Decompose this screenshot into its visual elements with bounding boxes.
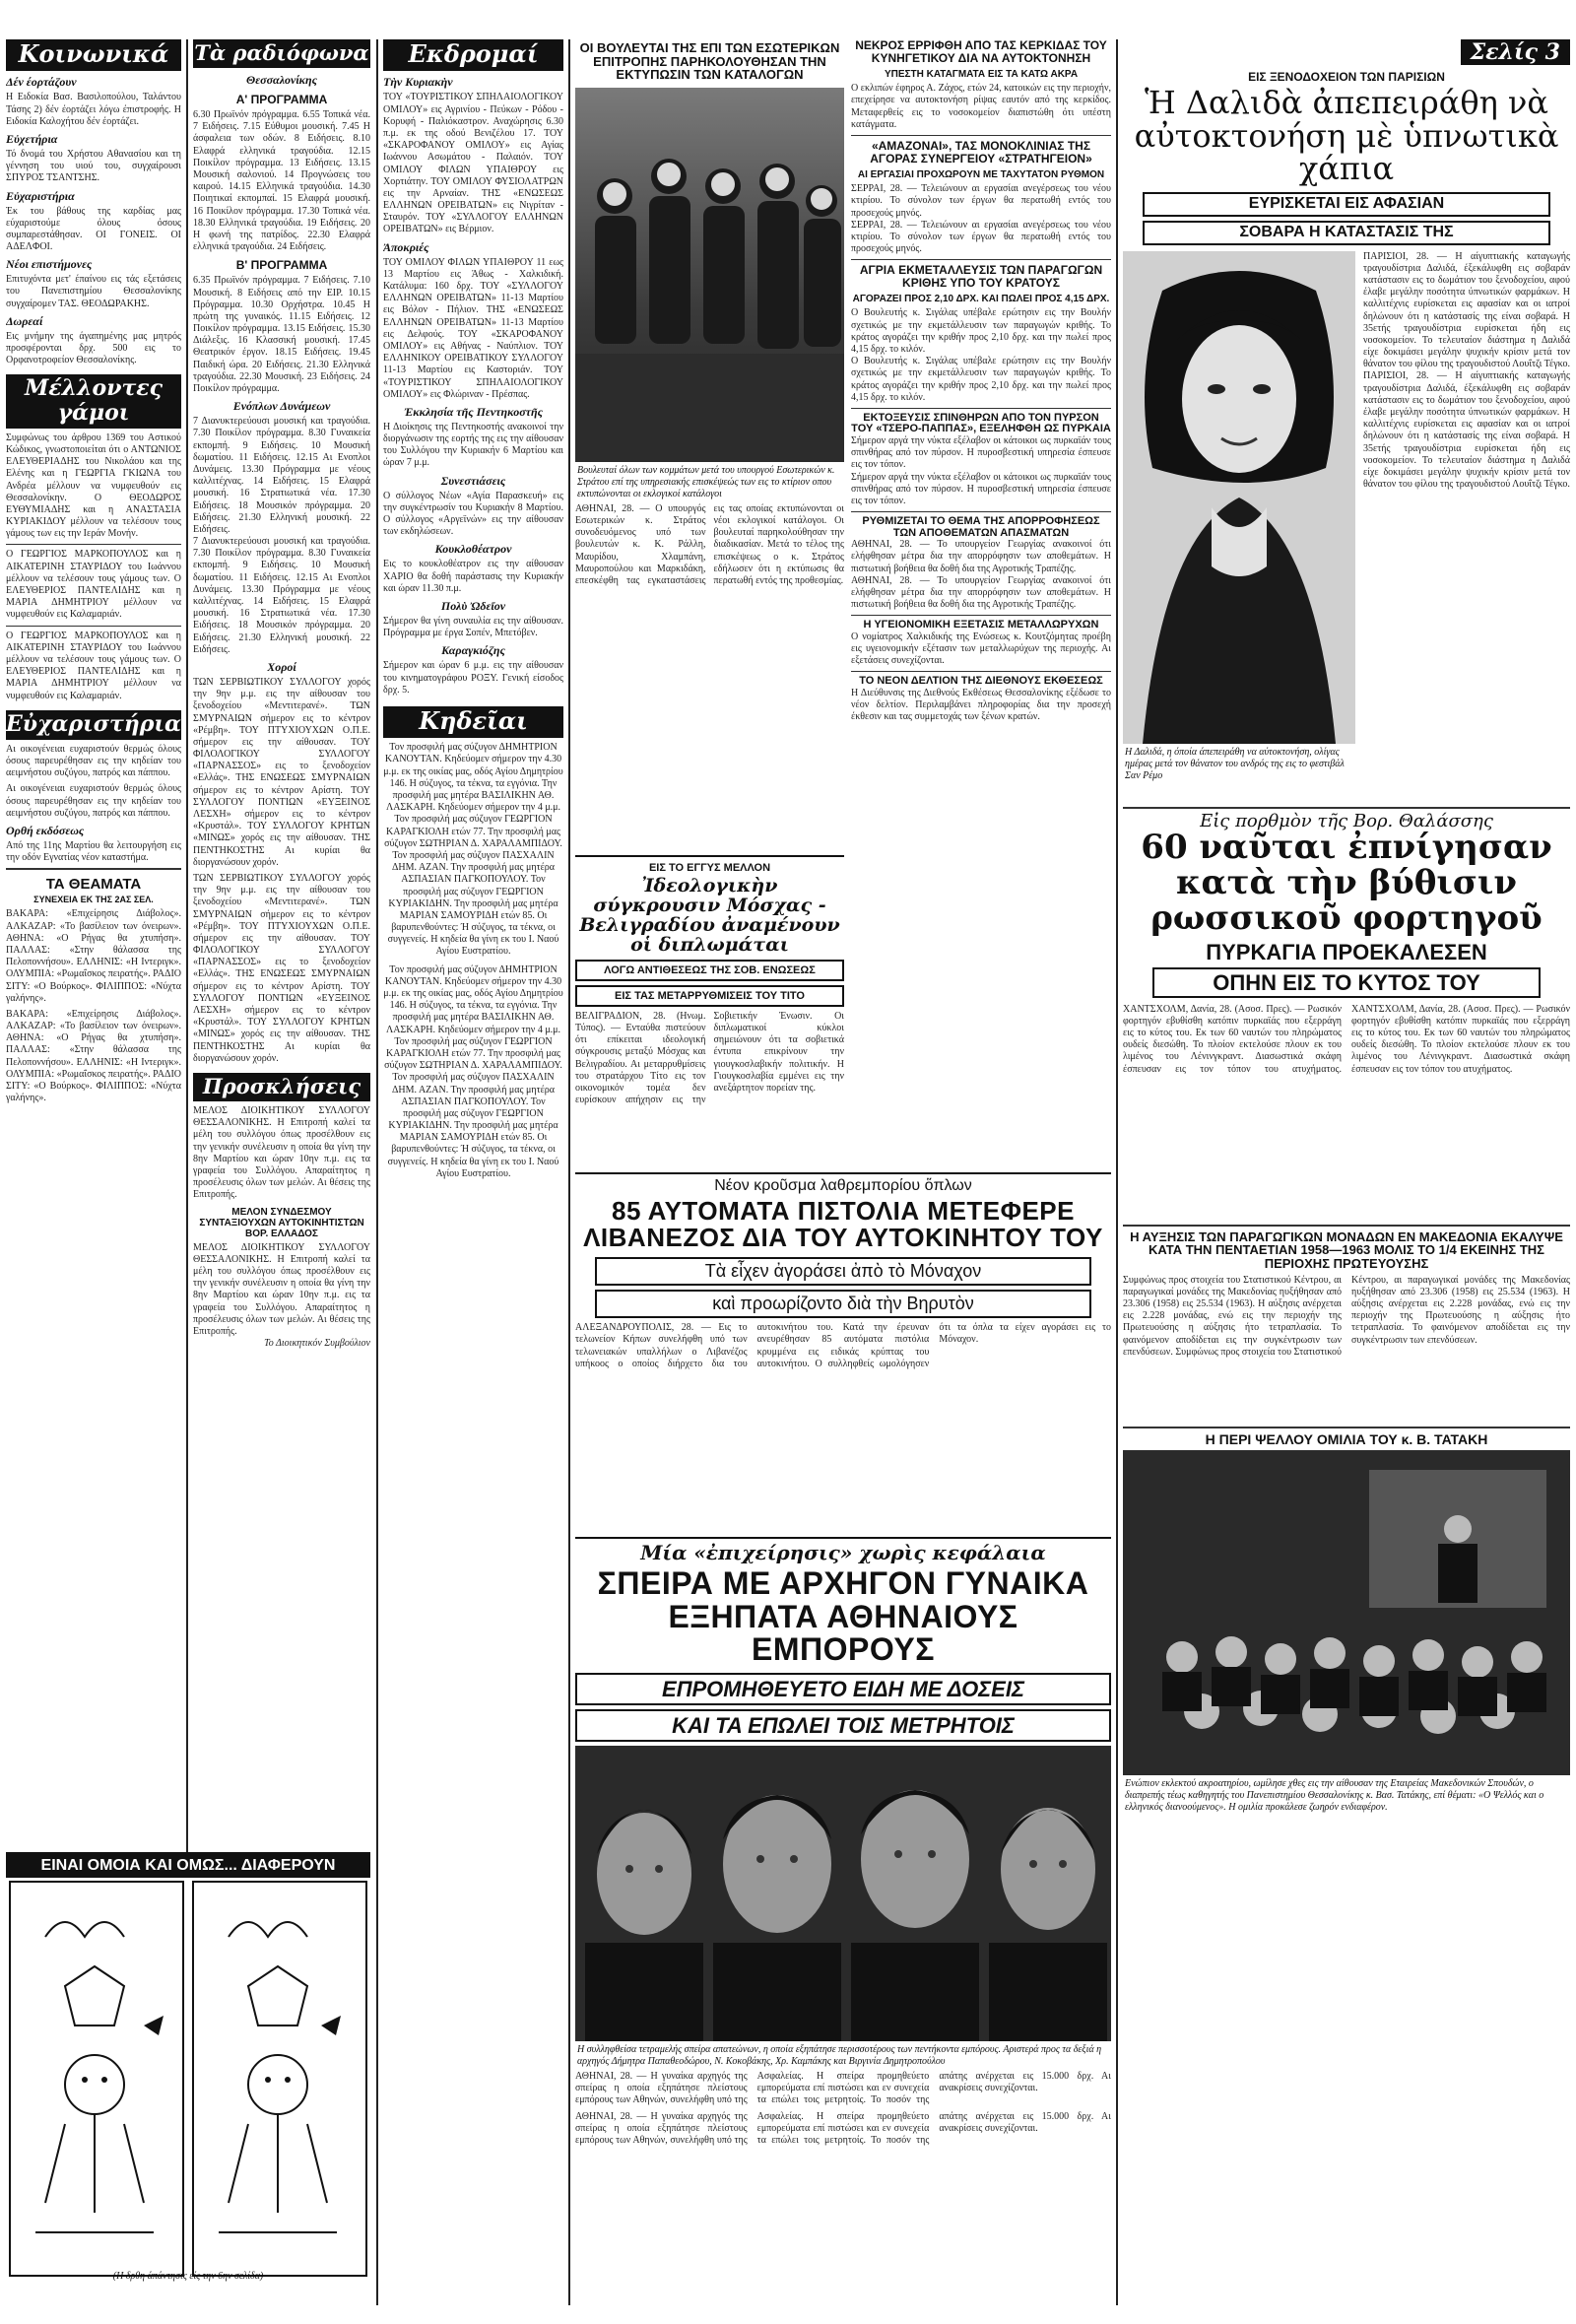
- story-body: Ο νομίατρος Χαλκιδικής της Ενώσεως κ. Κουτζόμητας προέβη εις υγειονομικήν εξέτασιν των μεταλλωρύχων της περιοχής. Αι εξετάσεις συνεχίζονται.: [851, 631, 1111, 667]
- story-headline: ΝΕΚΡΟΣ ΕΡΡΙΦΘΗ ΑΠΟ ΤΑΣ ΚΕΡΚΙΔΑΣ ΤΟΥ ΚΥΝΗΓΕΤΙΚΟΥ ΔΙΑ ΝΑ ΑΥΤΟΚΤΟΝΗΣΗ: [855, 39, 1107, 65]
- story-subheadline: ΟΠΗΝ ΕΙΣ ΤΟ ΚΥΤΟΣ ΤΟΥ: [1213, 969, 1480, 995]
- subheading: Α' ΠΡΟΓΡΑΜΜΑ: [235, 93, 328, 107]
- text-block: 6.35 Πρωϊνόν πρόγραμμα. 7 Ειδήσεις. 7.10 Μουσική. 8 Ειδήσεις από την ΕΙΡ. 10.15 Πρόγραμμα. 10.30 Ορχήστρα. 10.45 Η πρώτη της γυναικός. 11.15 Ειδήσεις. 12 Ποικίλον πρόγραμμα. 13.15 Ειδήσεις. 15.30 Διάλεξις. 16 Κλασσική μουσική. 17.45 Θεατρικόν έργον. 18.15 Ειδήσεις. 19.45 Παιδική ώρα. 20 Ειδήσεις. 21.30 Ελληνικά τραγούδια. 22.30 Μουσική. 23 Ειδήσεις. 24 Ποικίλον πρόγραμμα.: [193, 275, 370, 395]
- story-headline: ΤΟ ΝΕΟΝ ΔΕΛΤΙΟΝ ΤΗΣ ΔΙΕΘΝΟΥΣ ΕΚΘΕΣΕΩΣ: [859, 675, 1103, 688]
- story-body: Ο Βουλευτής κ. Σιγάλας υπέβαλε ερώτησιν εις την Βουλήν σχετικώς με την εκμετάλλευσιν των παραγωγών κριθής. Το κράτος αγοράζει την κριθήν προς 2,10 δρχ. και την πωλεί προς 4,15 δρχ. το κιλόν.: [851, 356, 1111, 403]
- story-body: [1363, 251, 1570, 803]
- story-body-text: Συμφώνως προς στοιχεία του Στατιστικού Κέντρου, αι παραγωγικαί μονάδες της Μακεδονίας ηυξήθησαν από 23.306 (1958) εις 25.534 (1963). Η αύξησις ανέρχεται εις 2.228 μονάδας, ενώ εις την περιοχήν της Πρωτευούσης η αύξησις ήτο τετραπλασία. Το φαινόμενον αποδίδεται εις την συγκέντρωσιν των επενδύσεων.: [1175, 1274, 1570, 1358]
- section-header-gamoi: Μέλλοντες γάμοι: [6, 374, 181, 428]
- section-header-kideiai: Κηδεῖαι: [383, 706, 563, 738]
- story-headline: ΕΚΤΟΞΕΥΣΙΣ ΣΠΙΝΘΗΡΩΝ ΑΠΟ ΤΟΝ ΠΥΡΣΟΝ ΤΟΥ «ΤΣΕΡΟ-ΠΑΠΠΑΣ», ΕΞΕΛΗΦΘΗ ΩΣ ΠΥΡΚΑΙΑ: [851, 411, 1111, 435]
- story-body: Η Διεύθυνσις της Διεθνούς Εκθέσεως Θεσσαλονίκης εξέδωσε το νέον δελτίον. Περιλαμβάνει πληροφορίας δια την προσεχή έκθεσιν και τας συμμετοχάς των ξένων κρατών.: [851, 688, 1111, 723]
- text-block: Αι οικογένειαι ευχαριστούν θερμώς όλους όσους παρευρέθησαν εις την κηδείαν του αειμνήστου συζύγου, πατρός και πάππου.: [6, 783, 181, 819]
- divider: [851, 259, 1111, 260]
- text-block: Από της 11ης Μαρτίου θα λειτουργήση εις την οδόν Εγνατίας νέον καταστήμα.: [6, 840, 181, 864]
- text-block: ΜΕΛΟΣ ΔΙΟΙΚΗΤΙΚΟΥ ΣΥΛΛΟΓΟΥ ΘΕΣΣΑΛΟΝΙΚΗΣ. Η Επιτροπή καλεί τα μέλη του συλλόγου όπως προσέλθουν εις την γενικήν συνέλευσιν η οποία θα γίνη την 8ην Μαρτίου και ώραν 10ην π.μ. εις τα γραφεία του Συλλόγου. Απαραίτητος η προσέλευσις όλων των μελών. Αι θέσεις της Επιτροπής.: [193, 1105, 370, 1201]
- text-block: 6.30 Πρωϊνόν πρόγραμμα. 6.55 Τοπικά νέα. 7 Ειδήσεις. 7.15 Εύθυμοι μουσική. 7.45 Η άσφαλεια των οδών. 8 Ειδήσεις. 8.10 Ελαφρά ελληνικά τραγούδια. 12.15 Ποικίλον πρόγραμμα. 13 Ειδήσεις. 13.15 Μουσική σαλονιού. 14 Προγνώσεις του καιρού. 14.15 Ελληνικά τραγούδια. 14.30 Ποιητικαί εκπομπαί. 15 Ελαφρά μουσική. 16 Ποικίλον πρόγραμμα. 17.30 Τοπικά νέα. 18.30 Ελληνικά τραγούδια. 19 Ειδήσεις. 20 Η φωνή της πατρίδος. 22.30 Ελαφρά ελληνικά τραγούδια. 24 Ειδήσεις.: [193, 109, 370, 253]
- story-subheadline-box: [575, 985, 844, 1007]
- story-body-text: ΧΑΝΤΣΧΟΛΜ, Δανία, 28. (Ασοσ. Πρες). — Ρωσικόν φορτηγόν εβυθίσθη κατόπιν πυρκαϊάς που εξερράγη εις το κύτος του. Εκ των 60 ναυτών του πληρώματος ουδείς διεσώθη. Το πλοίον εκτελούσε πλουν εκ του λιμένος του Λένινγκραντ. Διασωστικά σκάφη έσπευσαν εις τον τόπον του ατυχήματος.: [1123, 1003, 1342, 1075]
- text-block: 7 Διανυκτερεύουσι μουσική και τραγούδια. 7.30 Ποικίλον πρόγραμμα. 8.30 Γυναικεία εκπομπή. 9 Ειδήσεις. 10 Μουσική δωματίου. 11 Ειδήσεις. 12.15 Αι Ενοπλοι Δυνάμεις. 13.30 Πρόγραμμα με νέους καλλιτέχνας. 14 Ειδήσεις. 15 Ελαφρά μουσική. 16 Στρατιωτικά νέα. 17.30 Ειδήσεις. 18 Μουσικόν πρόγραμμα. 20 Ειδήσεις. 21.30 Ελληνική μουσική. 22 Ειδήσεις.: [193, 416, 370, 535]
- page-number-wrap: [1123, 39, 1570, 65]
- subheading: Χοροί: [267, 659, 296, 674]
- subheading: Ἀποκριές: [383, 239, 429, 254]
- story-subheadline: ΕΥΡΙΣΚΕΤΑΙ ΕΙΣ ΑΦΑΣΙΑΝ: [1248, 194, 1445, 212]
- story-body: ΑΛΕΞΑΝΔΡΟΥΠΟΛΙΣ, 28. — Εις το τελωνείον Κήπων συνελήφθη υπό των τελωνειακών υπαλλήλων ο Λιβανέζος υπήκοος ο οποίος διήρχετο δια του αυτοκινήτου του. Κατά την έρευναν ανευρέθησαν 85 αυτόματα πιστόλια κρυμμένα εις ειδικάς κρύπτας του αυτοκινήτου. Ο συλληφθείς ωμολόγησεν ότι τα όπλα τα είχεν αγοράσει εις το Μόναχον.: [575, 1322, 1111, 1369]
- story-subheadline: ΕΠΡΟΜΗΘΕΥΕΤΟ ΕΙΔΗ ΜΕ ΔΟΣΕΙΣ: [662, 1676, 1024, 1701]
- subheading: Θεσσαλονίκης: [246, 73, 317, 88]
- divider: [1123, 1427, 1570, 1428]
- text-block: Η Ειδοκία Βασ. Βασιλοπούλου, Ταλάντου Τάσης 2) δέν έορτάζει λόγω έπιστροφής. Η Ειδοκία Καλοχήτου δέν έορτάζει.: [6, 92, 181, 127]
- photo-figures: [575, 88, 844, 462]
- story-headline: «ΑΜΑΖΟΝΑΙ», ΤΑΣ ΜΟΝΟΚΛΙΝΙΑΣ ΤΗΣ ΑΓΟΡΑΣ ΣΥΝΕΡΓΕΙΟΥ «ΣΤΡΑΤΗΓΕΙΟΝ»: [870, 138, 1092, 166]
- story-headline: Η ΠΕΡΙ ΨΕΛΛΟΥ ΟΜΙΛΙΑ ΤΟΥ κ. Β. ΤΑΤΑΚΗ: [1205, 1430, 1488, 1447]
- story-kicker: Εἰς πορθμὸν τῆς Βορ. Θαλάσσης: [1200, 810, 1493, 831]
- text-block: ΤΩΝ ΣΕΡΒΙΩΤΙΚΟΥ ΣΥΛΛΟΓΟΥ χορός την 9ην μ.μ. εις την αίθουσαν του ξενοδοχείου «Μεντιτερανέ». ΤΩΝ ΣΜΥΡΝΑΙΩΝ σήμερον εις το κέντρον «Ρέμβη». ΤΟΥ ΠΤΥΧΙΟΥΧΩΝ Ο.Π.Ε. σήμερον εις την αίθουσαν. ΤΟΥ ΦΙΛΟΛΟΓΙΚΟΥ ΣΥΛΛΟΓΟΥ «ΠΑΡΝΑΣΣΟΣ» εις το ξενοδοχείον «Ελλάς». ΤΗΣ ΕΝΩΣΕΩΣ ΣΜΥΡΝΑΙΩΝ σήμερον εις το κέντρον Αρίστη. ΤΟΥ ΣΥΛΛΟΓΟΥ ΠΟΝΤΙΩΝ «ΕΥΞΕΙΝΟΣ ΛΕΣΧΗ» σήμερον εις το κέντρον «Κρυστάλ». ΤΟΥ ΣΥΛΛΟΓΟΥ ΚΡΗΤΩΝ «ΜΙΝΩΣ» χορός εις την αίθουσαν. ΤΗΣ ΠΕΝΤΗΚΟΣΤΗΣ Αι κυρίαι θα διοργανώσουν χορόν.: [193, 872, 370, 1064]
- story-headline: ΡΥΘΜΙΖΕΤΑΙ ΤΟ ΘΕΜΑ ΤΗΣ ΑΠΟΡΡΟΦΗΣΕΩΣ ΤΩΝ ΑΠΟΘΕΜΑΤΩΝ ΑΠΑΣΜΑΤΩΝ: [862, 515, 1100, 539]
- story-subheadline: ΠΥΡΚΑΓΙΑ ΠΡΟΕΚΑΛΕΣΕΝ: [1206, 939, 1487, 964]
- page-number-badge: Σελίς 3: [1461, 39, 1570, 65]
- story-arms-smuggling: [575, 1172, 1111, 1532]
- text-block: Εις το κουκλοθέατρον εις την αίθουσαν ΧΑΡΙΟ θα δοθή παράστασις την Κυριακήν και ώραν 11.30 π.μ.: [383, 559, 563, 594]
- story-headline: ΣΠΕΙΡΑ ΜΕ ΑΡΧΗΓΟΝ ΓΥΝΑΙΚΑ ΕΞΗΠΑΤΑ ΑΘΗΝΑΙΟΥΣ ΕΜΠΟΡΟΥΣ: [597, 1565, 1089, 1668]
- text-block: Η Διοίκησις της Πεντηκοστής ανακοινοί την διοργάνωσιν της εορτής της εις την αίθουσαν του Συλλόγου την Κυριακήν 6 Μαρτίου και ώραν 7 μ.μ.: [383, 421, 563, 469]
- story-subheadline-box: [1143, 221, 1550, 245]
- text-block: Ο σύλλογος Νέων «Αγία Παρασκευή» εις την συγκέντρωσίν του Κυριακήν 8 Μαρτίου. Ο σύλλογος «Αργεϊνών» εις την αίθουσαν των εκδηλώσεων.: [383, 490, 563, 538]
- dalida-photo-caption: Η Δαλιδά, η όποία άπεπειράθη να αύτοκτονήση, ολίγας ημέρας μετά τον θάνατον του ανδρός της εις το φεστιβάλ Σαν Ρέμο: [1125, 746, 1345, 781]
- text-block: ΒΑΚΑΡΑ: «Επιχείρησις Διάβολος». ΑΛΚΑΖΑΡ: «Το βασίλειον των όνειρων». ΑΘΗΝΑ: «Ο Ρήγας θα χτυπήση». ΠΑΛΛΑΣ: «Στην θάλασσα της Πελοποννήσου». ΕΛΛΗΝΙΣ: «Η Ιντεριγκ». ΟΛΥΜΠΙΑ: «Ρωμαΐσκος πειρατής». ΡΑΔΙΟ ΣΙΤΥ: «Ο Βούρκος». ΦΙΛΙΠΠΟΣ: «Νύχτα γαλήνης».: [6, 1008, 181, 1104]
- subheading: Ἐκκλησία τῆς Πεντηκοστῆς: [404, 404, 543, 419]
- text-block: Έκ του βάθους της καρδίας μας εύχαριστούμε όλους όσους συμπαρεστάθησαν. ΟΙ ΓΟΝΕΙΣ. ΟΙ ΑΔΕΛΦΟΙ.: [6, 205, 181, 253]
- divider: [851, 671, 1111, 672]
- cartoon-caption: (Η δρθη άπάντησις είς την 6ην σελίδα): [112, 2270, 264, 2282]
- text-block: ΤΩΝ ΣΕΡΒΙΩΤΙΚΟΥ ΣΥΛΛΟΓΟΥ χορός την 9ην μ.μ. εις την αίθουσαν του ξενοδοχείου «Μεντιτερανέ». ΤΩΝ ΣΜΥΡΝΑΙΩΝ σήμερον εις το κέντρον «Ρέμβη». ΤΟΥ ΠΤΥΧΙΟΥΧΩΝ Ο.Π.Ε. σήμερον εις την αίθουσαν. ΤΟΥ ΦΙΛΟΛΟΓΙΚΟΥ ΣΥΛΛΟΓΟΥ «ΠΑΡΝΑΣΣΟΣ» εις το ξενοδοχείον «Ελλάς». ΤΗΣ ΕΝΩΣΕΩΣ ΣΜΥΡΝΑΙΩΝ σήμερον εις το κέντρον Αρίστη. ΤΟΥ ΣΥΛΛΟΓΟΥ ΠΟΝΤΙΩΝ «ΕΥΞΕΙΝΟΣ ΛΕΣΧΗ» σήμερον εις το κέντρον «Κρυστάλ». ΤΟΥ ΣΥΛΛΟΓΟΥ ΚΡΗΤΩΝ «ΜΙΝΩΣ» χορός εις την αίθουσαν. ΤΗΣ ΠΕΝΤΗΚΟΣΤΗΣ Αι κυρίαι θα διοργανώσουν χορόν.: [193, 676, 370, 868]
- cartoon-box: [6, 1852, 370, 2315]
- story-body: Ο εκλιπών έφηρος Α. Ζάχος, ετών 24, κατοικών εις την περιοχήν, επεχείρησε να αυτοκτονήση ρίψας εαυτόν από της κερκίδος. Μεταφερθείς εις το νοσοκομείον διαπιστώθη ότι υπέστη κατάγματα.: [851, 83, 1111, 130]
- story-subheadline: ΕΙΣ ΤΑΣ ΜΕΤΑΡΡΥΘΜΙΣΕΙΣ ΤΟΥ ΤΙΤΟ: [615, 989, 805, 1002]
- story-subheadline-box: [575, 1709, 1111, 1742]
- story-photo-caption: Η συλληφθείσα τετραμελής σπείρα απατεώνων, η οποία εξηπάτησε περισσοτέρους των πεντήκοντα εμπόρους. Αριστερά προς τα δεξιά η αρχηγός Δήμητρα Παπαθεοδώρου, Ν. Κοκοβάκης, Χρ. Καμπάκης και Βιργινία Δημητροπούλου: [577, 2043, 1102, 2067]
- story-body: ΣΕΡΡΑΙ, 28. — Τελειώνουν αι εργασίαι ανεγέρσεως του νέου κτιρίου. Το σύνολον των έργων θα περατωθή εντός του προσεχούς μηνός.: [851, 219, 1111, 255]
- divider: [851, 408, 1111, 409]
- story-body: ΑΘΗΝΑΙ, 28. — Ο υπουργός Εσωτερικών κ. Στράτος συνοδευόμενος υπό των βουλευτών κ. Κ. Ράλλη, Μαυρίδου, Χλαμπάνη, Μαυροπούλου και Μαρκιδάκη, επεσκέφθη τας εγκαταστάσεις εις τας οποίας εκτυπώνονται οι νέοι εκλογικοί κατάλογοι. Οι βουλευταί παρηκολούθησαν την διαδικασίαν. Μετά το τέλος της επισκέψεως ο κ. Στράτος εδήλωσεν ότι η εκτύπωσις θα περατωθή εντός της προθεσμίας.: [575, 502, 844, 587]
- section-header-prosklisis: Προσκλήσεις: [193, 1073, 370, 1101]
- text-block: ΤΟΥ «ΤΟΥΡΙΣΤΙΚΟΥ ΣΠΗΛΑΙΟΛΟΓΙΚΟΥ ΟΜΙΛΟΥ» εις Αγρινίου - Πεύκων - Ρόδου - Κορυφή - Παλιόκαστρον. Αναχώρησις 6.30 π.μ. εκ της οδού Βενιζέλου 17. ΤΟΥ «ΣΚΑΡΟΦΑΝΟΥ ΟΜΙΛΟΥ» εις Αγίας Ιωάννου Ασωμάτου - Παλαιόν. ΤΟΥ ΟΜΙΛΟΥ ΦΙΛΩΝ ΥΠΑΙΘΡΟΥ εις Χορτιάτην. ΤΟΥ ΟΜΙΛΟΥ ΦΥΣΙΟΛΑΤΡΩΝ εις την Αρναίαν. ΤΗΣ «ΕΝΩΣΕΩΣ ΕΛΛΗΝΩΝ ΟΡΕΙΒΑΤΩΝ» εις Νιγρίταν - Σταυρόν. ΤΟΥ «ΣΥΛΛΟΓΟΥ ΕΛΛΗΝΩΝ ΟΡΕΙΒΑΤΩΝ» εις Βέρμιον.: [383, 92, 563, 235]
- story-interior-committee: [575, 39, 844, 847]
- cartoon-title: ΕΙΝΑΙ ΟΜΟΙΑ ΚΑΙ ΟΜΩΣ... ΔΙΑΦΕΡΟΥΝ: [6, 1854, 370, 1878]
- story-moscow-belgrade: [575, 855, 844, 1170]
- cartoon-illustration: [6, 1878, 370, 2282]
- story-subheadline: ΚΑΙ ΤΑ ΕΠΩΛΕΙ ΤΟΙΣ ΜΕΤΡΗΤΟΙΣ: [672, 1712, 1015, 1738]
- lecture-hall-photo: [1123, 1450, 1570, 1775]
- photo-portraits: [575, 1746, 1111, 2041]
- story-body-text: Συμφώνως προς στοιχεία του Στατιστικού Κέντρου, αι παραγωγικαί μονάδες της Μακεδονίας ηυξήθησαν από 23.306 (1958) εις 25.534 (1963). Η αύξησις ανέρχεται εις 2.228 μονάδας, ενώ εις την περιοχήν της Πρωτευούσης η αύξησις ήτο τετραπλασία. Το φαινόμενον αποδίδεται εις την συγκέντρωσιν των επενδύσεων.: [1123, 1274, 1342, 1358]
- text-block: ΤΟΥ ΟΜΙΛΟΥ ΦΙΛΩΝ ΥΠΑΙΘΡΟΥ 11 εως 13 Μαρτίου εις Άθως - Χαλκιδική. Κατάλυμα: 160 δρχ. ΤΟΥ «ΣΥΛΛΟΓΟΥ ΕΛΛΗΝΩΝ ΟΡΕΙΒΑΤΩΝ» 11-13 Μαρτίου εις Βόλον - Πήλιον. ΤΗΣ «ΕΝΩΣΕΩΣ ΕΛΛΗΝΩΝ ΟΡΕΙΒΑΤΩΝ» 11-13 Μαρτίου εις Δελφούς. ΤΟΥ «ΣΚΑΡΟΦΑΝΟΥ ΟΜΙΛΟΥ» εις Αθήνας - Ναύπλιον. ΤΟΥ ΕΛΛΗΝΙΚΟΥ ΟΡΕΙΒΑΤΙΚΟΥ ΣΥΛΛΟΓΟΥ 11-13 Μαρτίου εις Καστοριάν. ΤΟΥ «ΤΟΥΡΙΣΤΙΚΟΥ ΣΠΗΛΑΙΟΛΟΓΙΚΟΥ ΟΜΙΛΟΥ» εις Φλώριναν - Πρέσπας.: [383, 256, 563, 400]
- text-block: Συμφώνως του άρθρου 1369 του Αστικού Κώδικος, γνωστοποιείται ότι ο ΑΝΤΩΝΙΟΣ ΕΛΕΥΘΕΡΙΑΔΗΣ του Νικολάου και της Ελένης και η ΓΕΩΡΓΙΑ ΓΚΙΩΝΑ του Ανδρέα μέλλουν να νυμφευθούν εις Θεσσαλονίκην. Ο ΘΕΟΔΩΡΟΣ ΕΥΘΥΜΙΑΔΗΣ και η ΑΝΑΣΤΑΣΙΑ ΚΥΡΙΑΚΙΔΟΥ μέλλουν να τελέσουν τους γάμους των εις την Ιεράν Μονήν.: [6, 432, 181, 540]
- subheading: ΣΥΝΕΧΕΙΑ ΕΚ ΤΗΣ 2ΑΣ ΣΕΛ.: [33, 895, 154, 905]
- story-body-text: ΠΑΡΙΣΙΟΙ, 28. — Η αίγυπτιακής καταγωγής τραγουδίστρια Δαλιδά, έξεκάλυφθη εις σοβαράν κατάστασιν εις το δωμάτιον του ξενοδοχείου, αφού έλαβε μεγάλην ποσότητα ύπνωτικών φαρμάκων. Η καλλιτέχνις ευρίσκεται εις αφασίαν και οι ιατροί δηλώνουν ότι η κατάστασίς της είναι σοβαρά. Η 35ετής τραγουδίστρια ευρίσκεται ήδη εις νοσοκομείον. Το τελευταίον διάστημα η Δαλιδά είχε δοκιμάσει μεγάλην ψυχικήν κρίσιν μετά τον θάνατον του φίλου της τραγουδιστού Λουΐτζι Τέγκο.: [1363, 370, 1570, 491]
- column-rule: [376, 39, 378, 2305]
- section-header-koinonika: Κοινωνικά: [6, 39, 181, 71]
- story-photo: [575, 88, 844, 462]
- story-kicker: ΕΙΣ ΞΕΝΟΔΟΧΕΙΟΝ ΤΩΝ ΠΑΡΙΣΙΩΝ: [1248, 70, 1445, 85]
- tatakis-photo-caption: Ενώπιον εκλεκτού ακροατηρίου, ωμίλησε χθες εις την αίθουσαν της Εταιρείας Μακεδονικών Σπουδών, ο διαπρεπής τέως καθηγητής του Πανεπιστημίου Θεσσαλονίκης κ. Βασ. Τατάκης, επί θέματι: «Ο Ψελλός και ο ελληνικός διανοούμενος». Η ομιλία προκάλεσε ζωηρόν ενδιαφέρον.: [1125, 1778, 1544, 1814]
- story-headline: 85 ΑΥΤΟΜΑΤΑ ΠΙΣΤΟΛΙΑ ΜΕΤΕΦΕΡΕ ΛΙΒΑΝΕΖΟΣ ΔΙΑ ΤΟΥ ΑΥΤΟΚΙΝΗΤΟΥ ΤΟΥ: [583, 1195, 1103, 1253]
- story-subheadline: ΣΟΒΑΡΑ Η ΚΑΤΑΣΤΑΣΙΣ ΤΗΣ: [1239, 223, 1454, 240]
- story-kicker: ΕΙΣ ΤΟ ΕΓΓΥΣ ΜΕΛΛΟΝ: [648, 862, 771, 874]
- story-body: ΑΘΗΝΑΙ, 28. — Το υπουργείον Γεωργίας ανακοινοί ότι ελήφθησαν μέτρα δια την απορρόφησιν των αποθεμάτων. Η πιστωτική βοήθεια θα δοθή δια της Αγροτικής Τραπέζης.: [851, 539, 1111, 574]
- dalida-story-body: [1123, 251, 1570, 803]
- text-block: Τον προσφιλή μας σύζυγον ΔΗΜΗΤΡΙΟΝ ΚΑΝΟΥΤΑΝ. Κηδεύομεν σήμερον την 4.30 μ.μ. εκ της οικίας μας, οδός Αγίου Δημητρίου 146. Η σύζυγος, τα τέκνα, τα εγγόνια. Την προσφιλή μας μητέρα ΒΑΣΙΛΙΚΗΝ ΑΘ. ΛΑΣΚΑΡΗ. Κηδεύομεν σήμερον την 4 μ.μ. Τον προσφιλή μας σύζυγον ΓΕΩΡΓΙΟΝ ΚΑΡΑΓΚΙΟΛΗ ετών 77. Την προσφιλή μας σύζυγον ΣΩΤΗΡΙΑΝ Δ. ΧΑΡΑΛΑΜΠΙΔΟΥ. Τον προσφιλή μας σύζυγον ΠΑΣΧΑΛΙΝ ΔΗΜ. ΑΖΑΝ. Την προσφιλή μας μητέρα ΑΣΠΑΣΙΑΝ ΠΑΓΚΟΠΟΥΛΟΥ. Τον προσφιλή μας σύζυγον ΓΕΩΡΓΙΟΝ ΚΥΡΙΑΚΙΔΗΝ. Την προσφιλή μας μητέρα ΜΑΡΙΑΝ ΣΑΜΟΥΡΙΔΗ ετών 85. Οι βαρυπενθούντες: Ή σύζυγος, τα τέκνα, οι συγγενείς. Η κηδεία θα γίνη εκ του Ι. Ναού Αγίου Ευστρατίου.: [383, 963, 563, 1179]
- subheading: Τὴν Κυριακὴν: [383, 75, 453, 90]
- story-subheadline: ΥΠΕΣΤΗ ΚΑΤΑΓΜΑΤΑ ΕΙΣ ΤΑ ΚΑΤΩ ΑΚΡΑ: [884, 69, 1079, 81]
- subheading: Ορθή εκδόσεως: [6, 824, 85, 838]
- story-subheadline-box: [575, 960, 844, 981]
- story-body: ΑΘΗΝΑΙ, 28. — Το υπουργείον Γεωργίας ανακοινοί ότι ελήφθησαν μέτρα δια την απορρόφησιν των αποθεμάτων. Η πιστωτική βοήθεια θα δοθή δια της Αγροτικής Τραπέζης.: [851, 574, 1111, 611]
- divider: [1123, 807, 1570, 809]
- story-body: Ο Βουλευτής κ. Σιγάλας υπέβαλε ερώτησιν εις την Βουλήν σχετικώς με την εκμετάλλευσιν των παραγωγών κριθής. Το κράτος αγοράζει την κριθήν προς 2,10 δρχ. και την πωλεί προς 4,15 δρχ. το κιλόν.: [851, 307, 1111, 355]
- divider: [851, 511, 1111, 512]
- text-block: Αι οικογένειαι ευχαριστούν θερμώς όλους όσους παρευρέθησαν εις την κηδείαν του αειμνήστου συζύγου, πατρός και πάππου.: [6, 743, 181, 779]
- subheading: Δωρεαί: [6, 313, 43, 328]
- story-headline: 60 ναῦται ἐπνίγησαν κατὰ τὴν βύθισιν ρωσσικοῦ φορτηγοῦ: [1141, 828, 1552, 938]
- subheading: Πολὺ Ὠδεῖον: [440, 598, 506, 613]
- text-block: 7 Διανυκτερεύουσι μουσική και τραγούδια. 7.30 Ποικίλον πρόγραμμα. 8.30 Γυναικεία εκπομπή. 9 Ειδήσεις. 10 Μουσική δωματίου. 11 Ειδήσεις. 12.15 Αι Ενοπλοι Δυνάμεις. 13.30 Πρόγραμμα με νέους καλλιτέχνας. 14 Ειδήσεις. 15 Ελαφρά μουσική. 16 Στρατιωτικά νέα. 17.30 Ειδήσεις. 18 Μουσικόν πρόγραμμα. 20 Ειδήσεις. 21.30 Ελληνική μουσική. 22 Ειδήσεις.: [193, 536, 370, 655]
- story-headline: Η ΥΓΕΙΟΝΟΜΙΚΗ ΕΞΕΤΑΣΙΣ ΜΕΤΑΛΛΩΡΥΧΩΝ: [863, 619, 1099, 631]
- text-block: ΒΑΚΑΡΑ: «Επιχείρησις Διάβολος». ΑΛΚΑΖΑΡ: «Το βασίλειον των όνειρων». ΑΘΗΝΑ: «Ο Ρήγας θα χτυπήση». ΠΑΛΛΑΣ: «Στην θάλασσα της Πελοποννήσου». ΕΛΛΗΝΙΣ: «Η Ιντεριγκ». ΟΛΥΜΠΙΑ: «Ρωμαΐσκος πειρατής». ΡΑΔΙΟ ΣΙΤΥ: «Ο Βούρκος». ΦΙΛΙΠΠΟΣ: «Νύχτα γαλήνης».: [6, 908, 181, 1004]
- subheading: Ενόπλων Δυνάμεων: [232, 399, 331, 414]
- story-headline: Ἡ Δαλιδὰ ἀπεπειράθη νὰ αὐτοκτονήση μὲ ὑπνωτικὰ χάπια: [1134, 84, 1559, 188]
- story-headline: ΑΓΡΙΑ ΕΚΜΕΤΑΛΛΕΥΣΙΣ ΤΩΝ ΠΑΡΑΓΩΓΩΝ ΚΡΙΘΗΣ ΥΠΟ ΤΟΥ ΚΡΑΤΟΥΣ: [859, 263, 1103, 290]
- story-subheadline: ΑΙ ΕΡΓΑΣΙΑΙ ΠΡΟΧΩΡΟΥΝ ΜΕ ΤΑΧΥΤΑΤΟΝ ΡΥΘΜΟΝ: [857, 169, 1105, 181]
- story-kicker: Νέον κροῦσμα λαθρεμπορίου ὅπλων: [714, 1177, 972, 1194]
- divider: [6, 868, 181, 870]
- column-excursions: [383, 39, 563, 2315]
- story-body: ΑΘΗΝΑΙ, 28. — Η γυναίκα αρχηγός της σπείρας η οποία εξηπάτησε πλείστους εμπόρους των Αθηνών, συνελήφθη υπό της Ασφαλείας. Η σπείρα προμηθεύετο εμπορεύματα επί πιστώσει και εν συνεχεία τα επώλει τοις μετρητοίς. Το ποσόν της απάτης ανέρχεται εις 15.000 δρχ. Αι ανακρίσεις συνεχίζονται.: [575, 2110, 1111, 2146]
- text-block: Ο ΓΕΩΡΓΙΟΣ ΜΑΡΚΟΠΟΥΛΟΣ και η ΑΙΚΑΤΕΡΙΝΗ ΣΤΑΥΡΙΔΟΥ του Ιωάννου μέλλουν να τελέσουν τους γάμους των. Ο ΕΛΕΥΘΕΡΙΟΣ ΠΑΝΤΕΛΙΔΗΣ και η ΜΑΡΙΑ ΔΗΜΗΤΡΙΟΥ μέλλουν να νυμφευθούν εις Καλαμαριάν.: [6, 630, 181, 701]
- story-body: ΒΕΛΙΓΡΑΔΙΟΝ, 28. (Ηνωμ. Τύπος). — Ενταύθα πιστεύουν ότι επίκειται ιδεολογική σύγκρουσις μεταξύ Μόσχας και Βελιγραδίου. Αι μεταρρυθμίσεις του στρατάρχου Τίτο εις τον οικονομικόν τομέα δεν ευρίσκουν απήχησιν εις την Σοβιετικήν Ένωσιν. Οι διπλωματικοί κύκλοι σημειώνουν ότι τα σοβιετικά έντυπα επικρίνουν την γιουγκοσλαβικήν πολιτικήν. Η Γιουγκοσλαβία εμμένει εις την ανεξάρτητον πορείαν της.: [575, 1010, 844, 1106]
- subheading: Συνεστιάσεις: [440, 473, 506, 488]
- story-subheadline: Τὰ εἶχεν ἀγοράσει ἀπὸ τὸ Μόναχον: [704, 1261, 982, 1282]
- story-body: Σήμερον αργά την νύκτα εξέλαβον οι κάτοικοι ως πυρκαϊάν τους σπινθήρας από τον πύρσον. Η πυροσβεστική υπηρεσία έσπευσε εις τον τόπον.: [851, 435, 1111, 471]
- signature-line: Το Διοικητικόν Συμβούλιον: [264, 1338, 370, 1350]
- section-header-eykharistiria: Εὐχαριστήρια: [6, 710, 181, 740]
- story-subheadline-box: [1143, 192, 1550, 217]
- subheading: Εὐχετήρια: [6, 131, 58, 146]
- story-subheadline: ΛΟΓΩ ΑΝΤΙΘΕΣΕΩΣ ΤΗΣ ΣΟΒ. ΕΝΩΣΕΩΣ: [604, 963, 816, 976]
- subheading: Δέν έορτάζουν: [6, 75, 77, 90]
- dalida-photo-column: [1123, 251, 1355, 803]
- subheading: Νέοι επιστήμονες: [6, 257, 93, 272]
- story-headline: Η ΑΥΞΗΣΙΣ ΤΩΝ ΠΑΡΑΓΩΓΙΚΩΝ ΜΟΝΑΔΩΝ ΕΝ ΜΑΚΕΔΟΝΙΑ ΕΚΑΛΥΨΕ ΚΑΤΑ ΤΗΝ ΠΕΝΤΑΕΤΙΑΝ 1958—1963 ΜΟΛΙΣ ΤΟ 1/4 ΕΚΕΙΝΗΣ ΤΗΣ ΠΕΡΙΟΧΗΣ ΠΡΩΤΕΥΟΥΣΗΣ: [1130, 1228, 1563, 1271]
- divider: [851, 135, 1111, 136]
- divider: [6, 626, 181, 627]
- tatakis-photo: [1123, 1450, 1570, 1775]
- dalida-portrait: [1123, 251, 1355, 744]
- subheading: Β' ΠΡΟΓΡΑΜΜΑ: [235, 258, 328, 273]
- text-block: Τον προσφιλή μας σύζυγον ΔΗΜΗΤΡΙΟΝ ΚΑΝΟΥΤΑΝ. Κηδεύομεν σήμερον την 4.30 μ.μ. εκ της οικίας μας, οδός Αγίου Δημητρίου 146. Η σύζυγος, τα τέκνα, τα εγγόνια. Την προσφιλή μας μητέρα ΒΑΣΙΛΙΚΗΝ ΑΘ. ΛΑΣΚΑΡΗ. Κηδεύομεν σήμερον την 4 μ.μ. Τον προσφιλή μας σύζυγον ΓΕΩΡΓΙΟΝ ΚΑΡΑΓΚΙΟΛΗ ετών 77. Την προσφιλή μας σύζυγον ΣΩΤΗΡΙΑΝ Δ. ΧΑΡΑΛΑΜΠΙΔΟΥ. Τον προσφιλή μας σύζυγον ΠΑΣΧΑΛΙΝ ΔΗΜ. ΑΖΑΝ. Την προσφιλή μας μητέρα ΑΣΠΑΣΙΑΝ ΠΑΓΚΟΠΟΥΛΟΥ. Τον προσφιλή μας σύζυγον ΓΕΩΡΓΙΟΝ ΚΥΡΙΑΚΙΔΗΝ. Την προσφιλή μας μητέρα ΜΑΡΙΑΝ ΣΑΜΟΥΡΙΔΗ ετών 85. Οι βαρυπενθούντες: Ή σύζυγος, τα τέκνα, οι συγγενείς. Η κηδεία θα γίνη εκ του Ι. Ναού Αγίου Ευστρατίου.: [383, 742, 563, 958]
- story-subheadline: ΑΓΟΡΑΖΕΙ ΠΡΟΣ 2,10 ΔΡΧ. ΚΑΙ ΠΩΛΕΙ ΠΡΟΣ 4,15 ΔΡΧ.: [852, 294, 1110, 305]
- story-subheadline-box: [1152, 967, 1541, 998]
- divider: [6, 544, 181, 545]
- story-fraud-ring: [575, 1537, 1111, 2315]
- story-body: [1123, 1275, 1570, 1423]
- text-block: Επιτυχόντα μετ' έπαίνου εις τάς εξετάσεις του Πανεπιστημίου Θεσσαλονίκης συγχαίρομεν ΤΑΣ. ΘΕΟΔΩΡΑΚΗΣ.: [6, 274, 181, 309]
- story-body: [1123, 1004, 1570, 1221]
- subheading: Καραγκιόζης: [441, 643, 505, 658]
- divider: [851, 615, 1111, 616]
- section-header-radio: Τὰ ραδιόφωνα: [193, 39, 370, 68]
- story-body: ΣΕΡΡΑΙ, 28. — Τελειώνουν αι εργασίαι ανεγέρσεως του νέου κτιρίου. Το σύνολον των έργων θα περατωθή εντός του προσεχούς μηνός.: [851, 183, 1111, 219]
- subheading: Εὐχαριστήρια: [6, 188, 75, 203]
- text-block: Εις μνήμην της άγαπημένης μας μητρός προσφέρονται δρχ. 500 εις το Ορφανοτροφείον Θεσσαλονίκης.: [6, 330, 181, 366]
- story-body: ΑΘΗΝΑΙ, 28. — Η γυναίκα αρχηγός της σπείρας η οποία εξηπάτησε πλείστους εμπόρους των Αθηνών, συνελήφθη υπό της Ασφαλείας. Η σπείρα προμηθεύετο εμπορεύματα επί πιστώσει και εν συνεχεία τα επώλει τοις μετρητοίς. Το ποσόν της απάτης ανέρχεται εις 15.000 δρχ. Αι ανακρίσεις συνεχίζονται.: [575, 2070, 1111, 2106]
- story-kicker: Μία «ἐπιχείρησις» χωρὶς κεφάλαια: [640, 1541, 1046, 1564]
- story-body: Σήμερον αργά την νύκτα εξέλαβον οι κάτοικοι ως πυρκαϊάν τους σπινθήρας από τον πύρσον. Η πυροσβεστική υπηρεσία έσπευσε εις τον τόπον.: [851, 471, 1111, 506]
- column-rule: [1116, 39, 1118, 2305]
- column-right: [1123, 39, 1570, 2315]
- divider: [1123, 1225, 1570, 1227]
- text-block: Τό δνομά του Χρήστου Αθανασίου και τη γέννηση του υιού του, συγχαίρουσι ΣΠΥΡΟΣ ΤΣΑΝΤΣΗΣ.: [6, 148, 181, 184]
- story-headline: ΟΙ ΒΟΥΛΕΥΤΑΙ ΤΗΣ ΕΠΙ ΤΩΝ ΕΣΩΤΕΡΙΚΩΝ ΕΠΙΤΡΟΠΗΣ ΠΑΡΗΚΟΛΟΥΘΗΣΑΝ ΤΗΝ ΕΚΤΥΠΩΣΙΝ ΤΩΝ ΚΑΤΑΛΟΓΩΝ: [579, 40, 840, 83]
- column-radio: [193, 39, 370, 1852]
- dalida-photo: [1123, 251, 1355, 744]
- subheading: ΜΕΛΟΝ ΣΥΝΔΕΣΜΟΥ ΣΥΝΤΑΞΙΟΥΧΩΝ ΑΥΤΟΚΙΝΗΤΙΣΤΩΝ ΒΟΡ. ΕΛΛΑΔΟΣ: [199, 1206, 364, 1239]
- section-header-theamata: ΤΑ ΘΕΑΜΑΤΑ: [45, 876, 142, 894]
- story-subheadline: καὶ προωρίζοντο διὰ τὴν Βηρυτὸν: [712, 1294, 974, 1314]
- text-block: Ο ΓΕΩΡΓΙΟΣ ΜΑΡΚΟΠΟΥΛΟΣ και η ΑΙΚΑΤΕΡΙΝΗ ΣΤΑΥΡΙΔΟΥ του Ιωάννου μέλλουν να τελέσουν τους γάμους των. Ο ΕΛΕΥΘΕΡΙΟΣ ΠΑΝΤΕΛΙΔΗΣ και η ΜΑΡΙΑ ΔΗΜΗΤΡΙΟΥ μέλλουν να νυμφευθούν εις Καλαμαριάν.: [6, 549, 181, 621]
- story-body-text: ΠΑΡΙΣΙΟΙ, 28. — Η αίγυπτιακής καταγωγής τραγουδίστρια Δαλιδά, έξεκάλυφθη εις σοβαράν κατάστασιν εις το δωμάτιον του ξενοδοχείου, αφού έλαβε μεγάλην ποσότητα ύπνωτικών φαρμάκων. Η καλλιτέχνις ευρίσκεται εις αφασίαν και οι ιατροί δηλώνουν ότι η κατάστασίς της είναι σοβαρά. Η 35ετής τραγουδίστρια ευρίσκεται ήδη εις νοσοκομείον. Το τελευταίον διάστημα η Δαλιδά είχε δοκιμάσει μεγάλην ψυχικήν κρίσιν μετά τον θάνατον του φίλου της τραγουδιστού Λουΐτζι Τέγκο.: [1363, 250, 1570, 370]
- story-photo-caption: Βουλευταί όλων των κομμάτων μετά του υπουργού Εσωτερικών κ. Στράτου επί της υπηρεσιακής επισκέψεώς των εις το κτίριον οπου εκτυπώνονται οι εκλογικοί κατάλογοι: [577, 464, 835, 499]
- section-header-ekdromai: Εκδρομαί: [383, 39, 563, 71]
- story-subheadline-box: [575, 1673, 1111, 1705]
- story-subheadline-box: [595, 1290, 1091, 1318]
- story-body-text: ΧΑΝΤΣΧΟΛΜ, Δανία, 28. (Ασοσ. Πρες). — Ρωσικόν φορτηγόν εβυθίσθη κατόπιν πυρκαϊάς που εξερράγη εις το κύτος του. Εκ των 60 ναυτών του πληρώματος ουδείς διεσώθη. Το πλοίον εκτελούσε πλουν εκ του λιμένος του Λένινγκραντ. Διασωστικά σκάφη έσπευσαν εις τον τόπον του ατυχήματος.: [1351, 1003, 1570, 1075]
- text-block: Σήμερον θα γίνη συναυλία εις την αίθουσαν. Πρόγραμμα με έργα Σοπέν, Μπετόβεν.: [383, 615, 563, 639]
- text-block: Σήμερον και ώραν 6 μ.μ. εις την αίθουσαν του κινηματογράφου ΡΟΞΥ. Γενική είσοδος δρχ. 5.: [383, 660, 563, 696]
- column-rule: [568, 39, 570, 2305]
- story-headline: Ἰδεολογικὴν σύγκρουσιν Μόσχας - Βελιγραδίου ἀναμένουν οἱ διπλωμάται: [579, 875, 840, 956]
- story-subheadline-box: [595, 1257, 1091, 1286]
- subheading: Κουκλοθέατρον: [434, 542, 512, 557]
- text-block: ΜΕΛΟΣ ΔΙΟΙΚΗΤΙΚΟΥ ΣΥΛΛΟΓΟΥ ΘΕΣΣΑΛΟΝΙΚΗΣ. Η Επιτροπή καλεί τα μέλη του συλλόγου όπως προσέλθουν εις την γενικήν συνέλευσιν η οποία θα γίνη την 8ην Μαρτίου και ώραν 10ην π.μ. εις τα γραφεία του Συλλόγου. Απαραίτητος η προσέλευσις όλων των μελών. Αι θέσεις της Επιτροπής.: [193, 1241, 370, 1337]
- story-photo-suspects: [575, 1746, 1111, 2041]
